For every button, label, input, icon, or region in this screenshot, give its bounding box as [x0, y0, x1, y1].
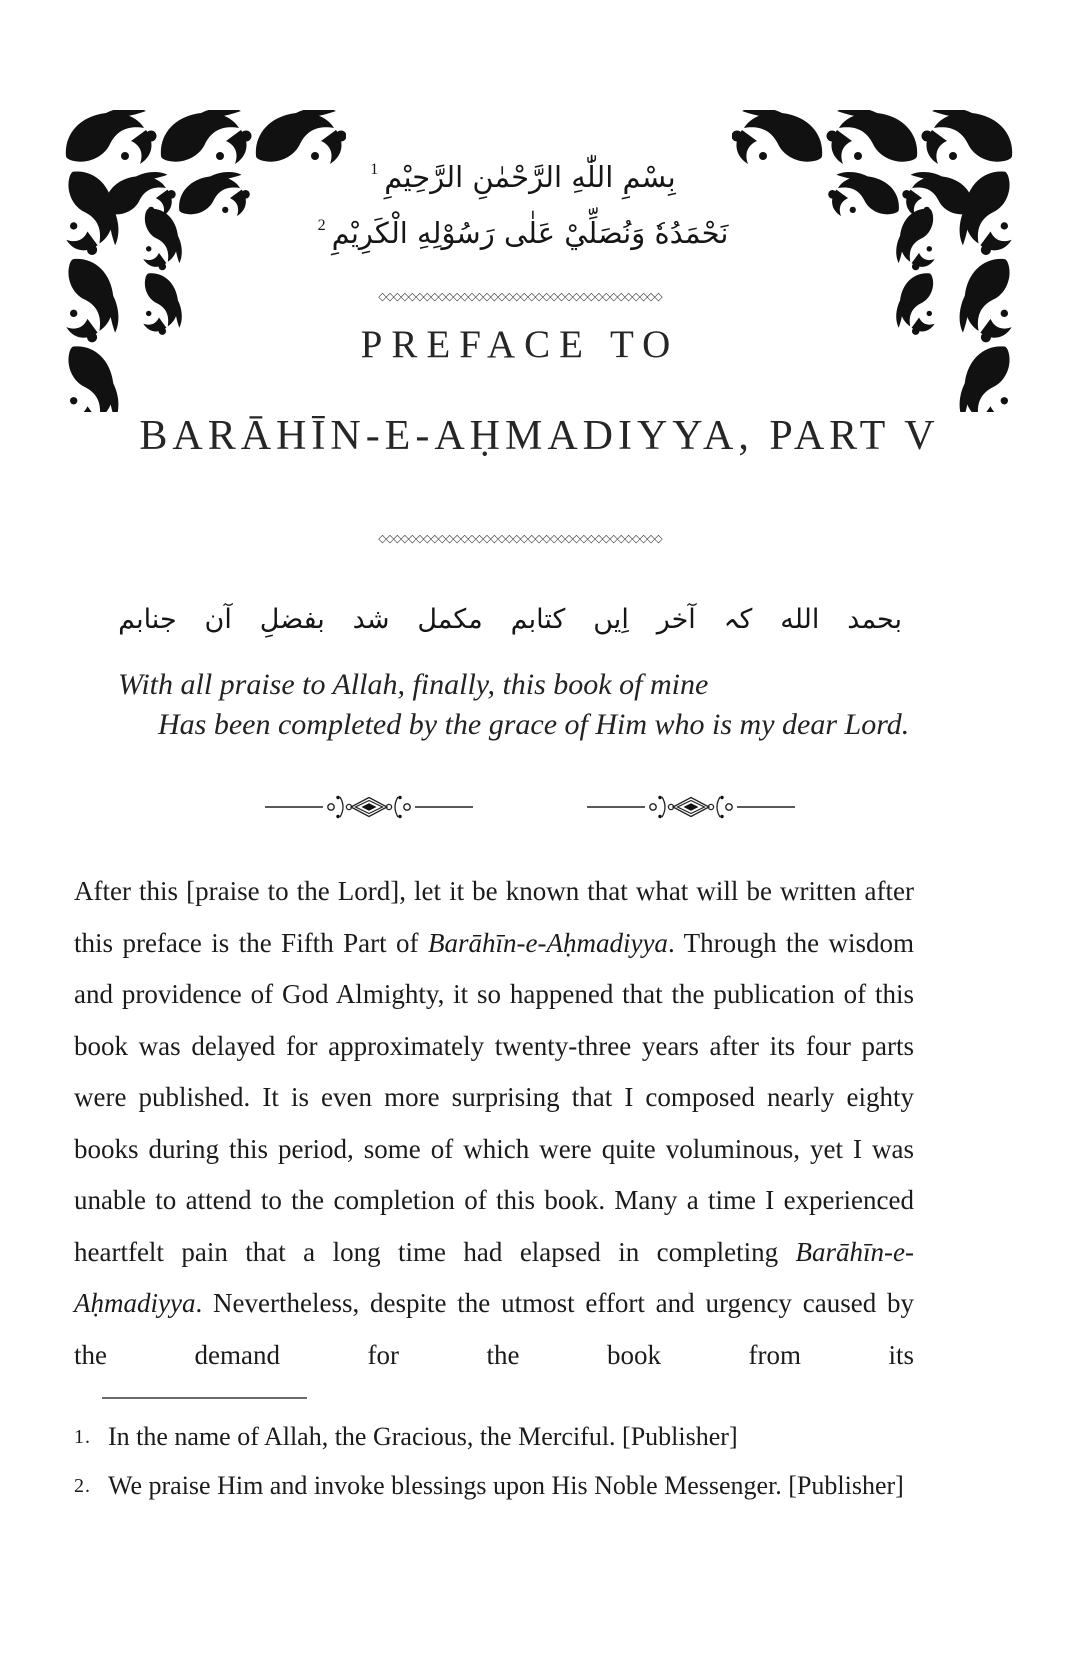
bismillah-line — [60, 158, 980, 197]
footnote-marker-1: 1 — [370, 161, 379, 179]
footnote-2-text: We praise Him and invoke blessings upon His Noble Messenger. [Publisher] — [108, 1470, 904, 1500]
paragraph-text: . Through the wisdom and providence of God Almighty, it so happened that the publication of this book was delayed for approximately twenty-three years after its four parts were published. It is even more surprising that I composed nearly eighty books during this period, some of which were quite voluminous, yet I was unable to attend to the completion of this book. Many a time I experienced heartfelt pain that a long time had elapsed in completing — [74, 927, 914, 1267]
body-paragraph — [74, 866, 914, 1381]
verse-word: شد — [352, 604, 390, 635]
verse-word: کتابم — [510, 604, 566, 635]
salutation-line — [60, 214, 980, 253]
footnote-separator-rule — [102, 1397, 307, 1399]
verse-word: بفضلِ — [259, 604, 325, 635]
diamond-chain-divider-top: ◇◇◇◇◇◇◇◇◇◇◇◇◇◇◇◇◇◇◇◇◇◇◇◇◇◇◇◇◇◇◇◇◇◇◇◇◇◇ — [378, 290, 662, 303]
flourish-divider-row — [263, 794, 797, 820]
book-title-italic: Barāhīn-e-Aḥmadiyya — [74, 1236, 914, 1318]
verse-word: آن — [204, 604, 232, 635]
footnote-2-number: 2. — [74, 1474, 91, 1497]
salutation-text: نَحْمَدُهٗ وَنُصَلِّيْ عَلٰى رَسُوْلِهِ الْكَرِيْمِ — [331, 216, 729, 250]
footnote-1 — [74, 1421, 914, 1454]
diamond-chain-divider-bottom: ◇◇◇◇◇◇◇◇◇◇◇◇◇◇◇◇◇◇◇◇◇◇◇◇◇◇◇◇◇◇◇◇◇◇◇◇◇◇ — [378, 532, 662, 545]
verse-word: الله — [780, 604, 820, 635]
couplet-translation-line1: With all praise to Allah, finally, this book of mine — [118, 668, 709, 701]
persian-couplet — [118, 604, 902, 635]
verse-word: مکمل — [417, 604, 483, 635]
couplet-translation-line2: Has been completed by the grace of Him who is my dear Lord. — [158, 708, 910, 741]
flourish-divider-right — [585, 794, 797, 820]
verse-word: کہ — [723, 604, 753, 635]
footnote-marker-2: 2 — [317, 217, 326, 235]
verse-word: آخر — [656, 604, 696, 635]
flourish-divider-left — [263, 794, 475, 820]
footnote-1-text: In the name of Allah, the Gracious, the Merciful. [Publisher] — [108, 1422, 738, 1451]
footnote-1-number: 1. — [74, 1426, 91, 1448]
bismillah-text: بِسْمِ اللّٰهِ الرَّحْمٰنِ الرَّحِيْمِ — [384, 160, 676, 194]
lower-text-block — [74, 866, 914, 1502]
paragraph-text: . Nevertheless, despite the utmost effort and urgency caused by the demand for the book from its — [74, 1288, 914, 1370]
footnote-2 — [74, 1470, 914, 1503]
verse-word: جنابم — [118, 604, 177, 635]
paragraph-text: After this [praise to the Lord], let it be known that what will be written after this preface is the Fifth Part of — [74, 876, 914, 958]
verse-word: اِیں — [593, 604, 629, 635]
page-title: BARĀHĪN-E-AḤMADIYYA, PART V — [139, 413, 940, 459]
verse-word: بحمد — [847, 604, 902, 635]
book-title-italic: Barāhīn-e-Aḥmadiyya — [428, 927, 668, 958]
preface-heading: PREFACE TO — [360, 323, 680, 366]
